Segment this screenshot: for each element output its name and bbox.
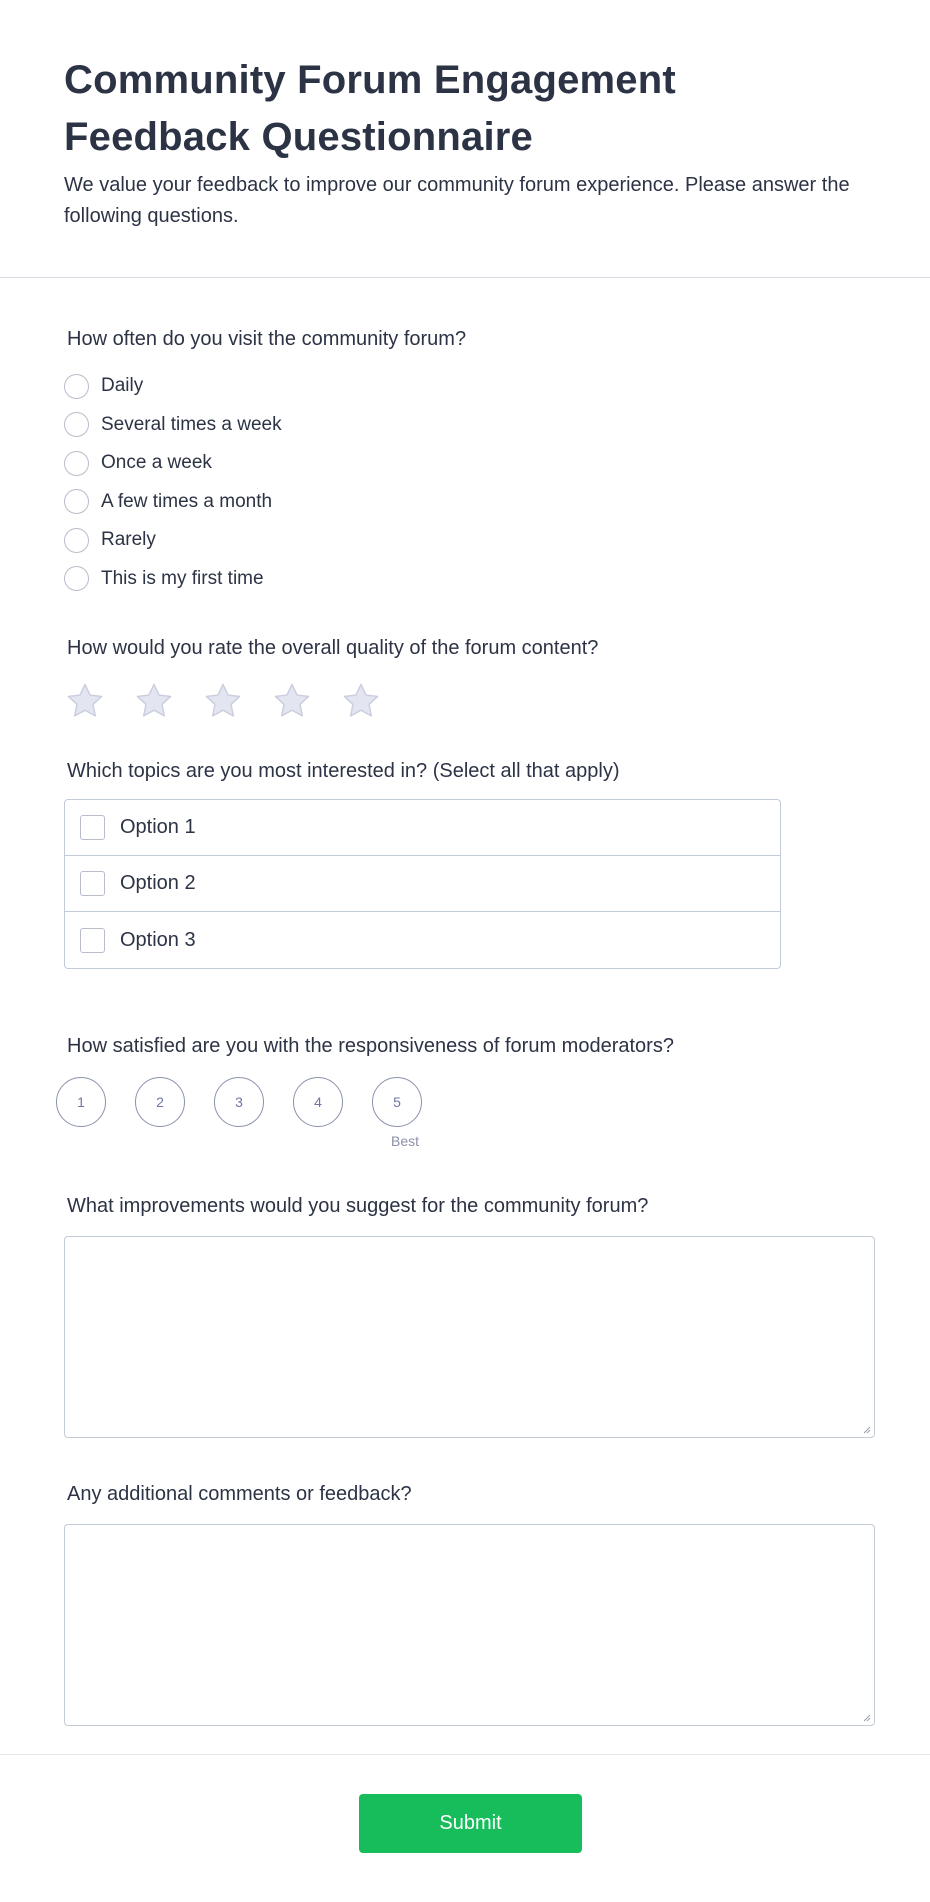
scale-option-2[interactable]: 2 <box>135 1077 185 1127</box>
radio-option[interactable] <box>64 483 466 522</box>
question-label: Which topics are you most interested in? (Select all that apply) <box>67 760 620 782</box>
radio-label[interactable]: This is my first time <box>101 567 264 589</box>
radio-label[interactable]: Rarely <box>101 529 156 551</box>
checkbox[interactable] <box>80 928 105 953</box>
question-visit-frequency <box>64 325 466 598</box>
scale-option-3[interactable]: 3 <box>214 1077 264 1127</box>
form-header <box>0 0 930 278</box>
question-label: What improvements would you suggest for the community forum? <box>67 1195 649 1217</box>
question-moderator-satisfaction <box>64 1032 674 1149</box>
scale-max-hint: Best <box>391 1133 420 1149</box>
radio-option[interactable] <box>64 560 466 599</box>
question-label: How satisfied are you with the responsiveness of forum moderators? <box>67 1035 674 1057</box>
radio-option[interactable] <box>64 444 466 483</box>
radio-button[interactable] <box>64 374 89 399</box>
radio-button[interactable] <box>64 566 89 591</box>
question-label: How often do you visit the community forum? <box>67 328 467 350</box>
question-label: Any additional comments or feedback? <box>67 1483 412 1505</box>
radio-label[interactable]: Several times a week <box>101 413 282 435</box>
checkbox-option[interactable] <box>65 856 780 912</box>
star-icon[interactable] <box>202 680 244 722</box>
star-icon[interactable] <box>340 680 382 722</box>
form-subtitle: We value your feedback to improve our community forum experience. Please answer the following questions. <box>64 174 850 227</box>
resize-grip-icon[interactable] <box>861 1712 871 1722</box>
radio-label[interactable]: Once a week <box>101 452 212 474</box>
question-label: How would you rate the overall quality of the forum content? <box>67 637 599 659</box>
form-footer <box>0 1754 930 1902</box>
checkbox-option[interactable] <box>65 912 780 968</box>
submit-button[interactable]: Submit <box>359 1794 582 1853</box>
question-improvements <box>64 1192 875 1438</box>
checkbox[interactable] <box>80 871 105 896</box>
star-icon[interactable] <box>133 680 175 722</box>
radio-group-visit-frequency <box>64 367 466 598</box>
radio-option[interactable] <box>64 406 466 445</box>
radio-button[interactable] <box>64 412 89 437</box>
scale-option-4[interactable]: 4 <box>293 1077 343 1127</box>
radio-button[interactable] <box>64 489 89 514</box>
improvements-textarea[interactable] <box>64 1236 875 1438</box>
checkbox-label[interactable]: Option 3 <box>120 928 196 951</box>
radio-label[interactable]: Daily <box>101 375 144 397</box>
radio-option[interactable] <box>64 367 466 406</box>
checkbox-label[interactable]: Option 1 <box>120 816 196 838</box>
radio-label[interactable]: A few times a month <box>101 490 273 512</box>
star-icon[interactable] <box>271 680 313 722</box>
question-additional-comments <box>64 1480 875 1726</box>
comments-textarea[interactable] <box>64 1524 875 1726</box>
checkbox[interactable] <box>80 815 105 840</box>
radio-button[interactable] <box>64 528 89 553</box>
checkbox-label[interactable]: Option 2 <box>120 872 196 894</box>
checkbox-group-topics <box>64 799 781 969</box>
form-title: Community Forum Engagement Feedback Questionnaire <box>64 58 676 159</box>
scale-option-1[interactable]: 1 <box>56 1077 106 1127</box>
question-topics <box>64 757 781 969</box>
scale-option-5[interactable]: 5 <box>372 1077 422 1127</box>
radio-button[interactable] <box>64 451 89 476</box>
checkbox-option[interactable] <box>65 800 780 856</box>
star-rating <box>64 680 598 722</box>
scale-rating <box>64 1077 674 1149</box>
radio-option[interactable] <box>64 521 466 560</box>
question-content-quality <box>64 634 598 722</box>
resize-grip-icon[interactable] <box>861 1424 871 1434</box>
star-icon[interactable] <box>64 680 106 722</box>
